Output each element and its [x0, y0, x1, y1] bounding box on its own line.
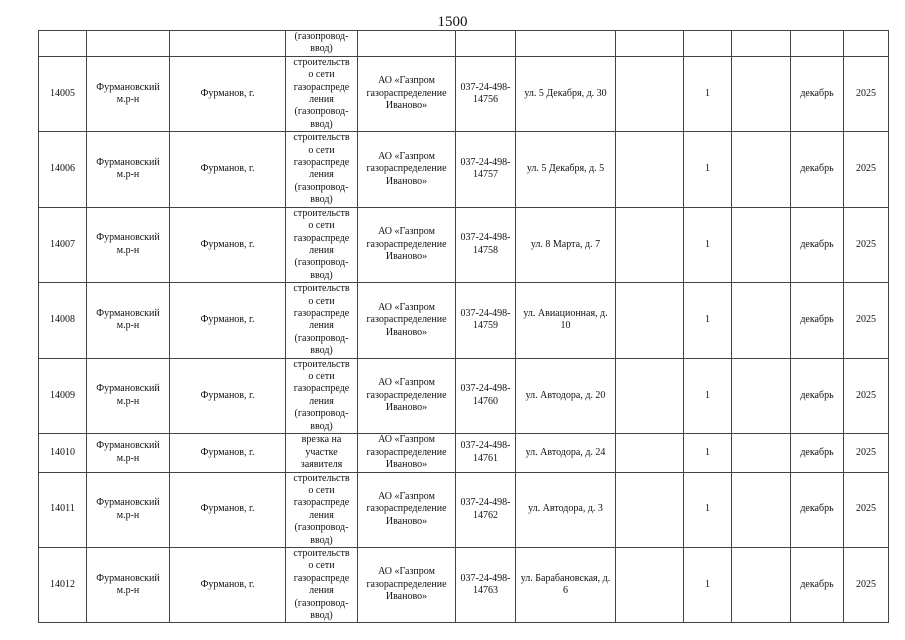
cell-address: ул. 8 Марта, д. 7	[516, 207, 616, 282]
cell-settlement: Фурманов, г.	[170, 56, 286, 131]
cell-district	[87, 31, 170, 57]
table-row	[39, 207, 889, 282]
cell-code	[456, 31, 516, 57]
cell-qty: 1	[684, 547, 732, 622]
cell-year: 2025	[844, 472, 889, 547]
cell-year: 2025	[844, 56, 889, 131]
cell-code: 037-24-498-14756	[456, 56, 516, 131]
cell-id: 14007	[39, 207, 87, 282]
cell-id: 14009	[39, 358, 87, 433]
page-number: 1500	[437, 14, 468, 30]
cell-empty	[732, 358, 791, 433]
table-row	[39, 547, 889, 622]
cell-address: ул. Автодора, д. 20	[516, 358, 616, 433]
cell-qty: 1	[684, 358, 732, 433]
cell-work: строительств о сети газораспреде ления (газопровод- ввод)	[286, 132, 358, 207]
cell-id: 14010	[39, 434, 87, 473]
cell-qty: 1	[684, 56, 732, 131]
table-row	[39, 358, 889, 433]
cell-qty: 1	[684, 434, 732, 473]
registry-table	[38, 30, 889, 623]
cell-month: декабрь	[791, 132, 844, 207]
cell-empty	[732, 132, 791, 207]
cell-month: декабрь	[791, 207, 844, 282]
cell-empty	[616, 283, 684, 358]
cell-id: 14005	[39, 56, 87, 131]
cell-district: Фурмановский м.р-н	[87, 472, 170, 547]
cell-district: Фурмановский м.р-н	[87, 547, 170, 622]
cell-address: ул. Автодора, д. 3	[516, 472, 616, 547]
cell-empty	[732, 56, 791, 131]
cell-empty	[616, 31, 684, 57]
cell-code: 037-24-498-14761	[456, 434, 516, 473]
cell-address: ул. Автодора, д. 24	[516, 434, 616, 473]
cell-code: 037-24-498-14760	[456, 358, 516, 433]
cell-org: АО «Газпром газораспределение Иваново»	[358, 547, 456, 622]
cell-address: ул. Барабановская, д. 6	[516, 547, 616, 622]
cell-settlement: Фурманов, г.	[170, 472, 286, 547]
cell-code: 037-24-498-14762	[456, 472, 516, 547]
table-row	[39, 283, 889, 358]
cell-org	[358, 31, 456, 57]
cell-work: строительств о сети газораспреде ления (газопровод- ввод)	[286, 547, 358, 622]
cell-year: 2025	[844, 358, 889, 433]
cell-empty	[616, 547, 684, 622]
cell-month: декабрь	[791, 283, 844, 358]
cell-month: декабрь	[791, 547, 844, 622]
table-row	[39, 434, 889, 473]
cell-id: 14008	[39, 283, 87, 358]
cell-district: Фурмановский м.р-н	[87, 358, 170, 433]
cell-year: 2025	[844, 283, 889, 358]
cell-org: АО «Газпром газораспределение Иваново»	[358, 434, 456, 473]
cell-empty	[732, 31, 791, 57]
cell-org: АО «Газпром газораспределение Иваново»	[358, 358, 456, 433]
cell-month	[791, 31, 844, 57]
table-row-continued	[39, 31, 889, 57]
cell-work: строительств о сети газораспреде ления (газопровод- ввод)	[286, 283, 358, 358]
cell-org: АО «Газпром газораспределение Иваново»	[358, 132, 456, 207]
cell-month: декабрь	[791, 434, 844, 473]
cell-org: АО «Газпром газораспределение Иваново»	[358, 56, 456, 131]
cell-id: 14011	[39, 472, 87, 547]
cell-settlement: Фурманов, г.	[170, 434, 286, 473]
cell-district: Фурмановский м.р-н	[87, 283, 170, 358]
cell-address	[516, 31, 616, 57]
table-row	[39, 56, 889, 131]
cell-work: врезка на участке заявителя	[286, 434, 358, 473]
cell-month: декабрь	[791, 472, 844, 547]
cell-year: 2025	[844, 434, 889, 473]
cell-settlement: Фурманов, г.	[170, 207, 286, 282]
cell-code: 037-24-498-14757	[456, 132, 516, 207]
cell-year: 2025	[844, 132, 889, 207]
cell-org: АО «Газпром газораспределение Иваново»	[358, 283, 456, 358]
cell-work: (газопровод- ввод)	[286, 31, 358, 57]
cell-district: Фурмановский м.р-н	[87, 434, 170, 473]
cell-settlement: Фурманов, г.	[170, 358, 286, 433]
cell-address: ул. 5 Декабря, д. 30	[516, 56, 616, 131]
cell-work: строительств о сети газораспреде ления (газопровод- ввод)	[286, 207, 358, 282]
cell-qty: 1	[684, 207, 732, 282]
cell-qty: 1	[684, 283, 732, 358]
cell-code: 037-24-498-14763	[456, 547, 516, 622]
cell-empty	[616, 358, 684, 433]
cell-org: АО «Газпром газораспределение Иваново»	[358, 207, 456, 282]
cell-address: ул. 5 Декабря, д. 5	[516, 132, 616, 207]
cell-address: ул. Авиационная, д. 10	[516, 283, 616, 358]
table-row	[39, 132, 889, 207]
cell-org: АО «Газпром газораспределение Иваново»	[358, 472, 456, 547]
cell-empty	[732, 434, 791, 473]
cell-district: Фурмановский м.р-н	[87, 132, 170, 207]
cell-month: декабрь	[791, 56, 844, 131]
cell-month: декабрь	[791, 358, 844, 433]
cell-empty	[616, 434, 684, 473]
cell-settlement: Фурманов, г.	[170, 132, 286, 207]
cell-empty	[616, 472, 684, 547]
cell-year: 2025	[844, 207, 889, 282]
cell-empty	[732, 207, 791, 282]
cell-id: 14012	[39, 547, 87, 622]
cell-qty: 1	[684, 472, 732, 547]
cell-settlement: Фурманов, г.	[170, 547, 286, 622]
cell-empty	[732, 283, 791, 358]
cell-code: 037-24-498-14758	[456, 207, 516, 282]
cell-empty	[732, 547, 791, 622]
table-row	[39, 472, 889, 547]
cell-qty	[684, 31, 732, 57]
cell-district: Фурмановский м.р-н	[87, 207, 170, 282]
cell-year: 2025	[844, 547, 889, 622]
cell-qty: 1	[684, 132, 732, 207]
cell-year	[844, 31, 889, 57]
cell-settlement: Фурманов, г.	[170, 283, 286, 358]
cell-id	[39, 31, 87, 57]
cell-empty	[616, 56, 684, 131]
cell-work: строительств о сети газораспреде ления (газопровод- ввод)	[286, 472, 358, 547]
cell-settlement	[170, 31, 286, 57]
cell-work: строительств о сети газораспреде ления (газопровод- ввод)	[286, 358, 358, 433]
cell-district: Фурмановский м.р-н	[87, 56, 170, 131]
cell-id: 14006	[39, 132, 87, 207]
cell-empty	[616, 207, 684, 282]
cell-empty	[616, 132, 684, 207]
cell-empty	[732, 472, 791, 547]
cell-code: 037-24-498-14759	[456, 283, 516, 358]
cell-work: строительств о сети газораспреде ления (газопровод- ввод)	[286, 56, 358, 131]
